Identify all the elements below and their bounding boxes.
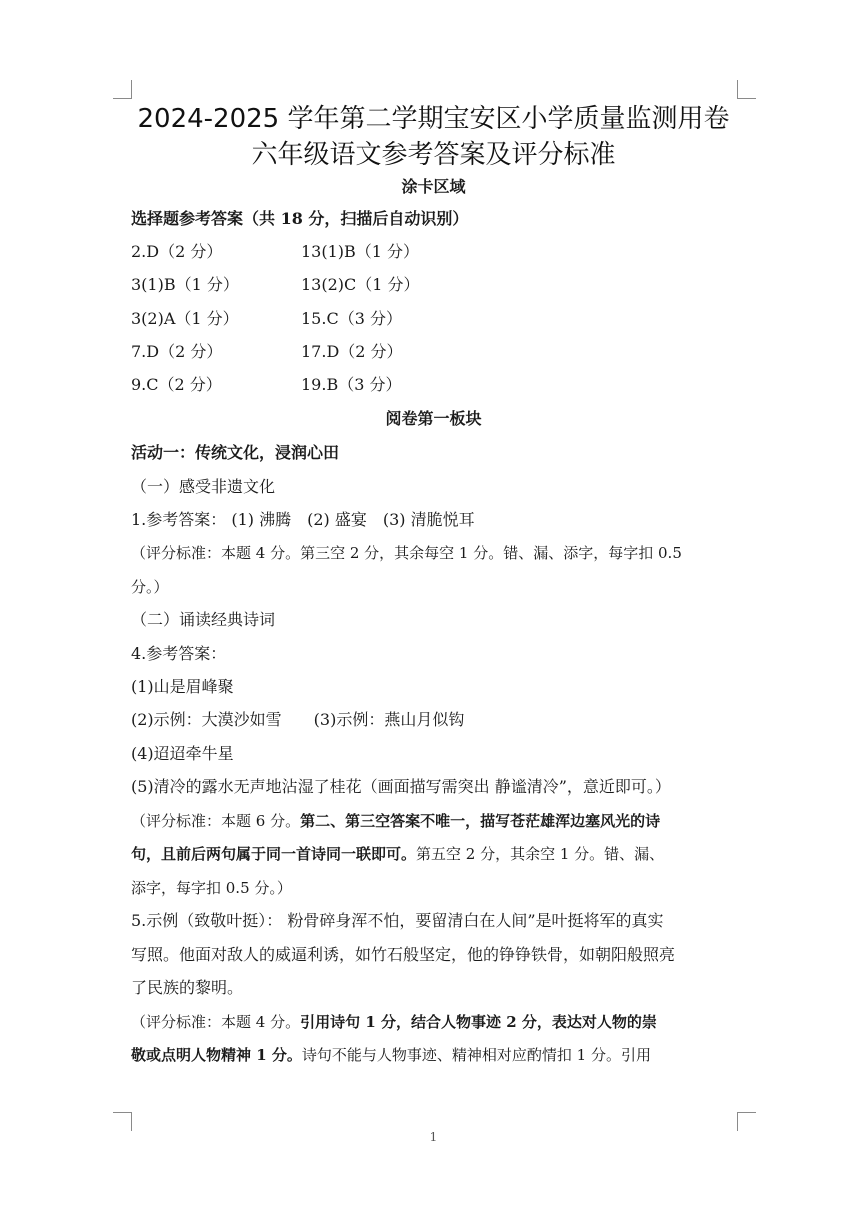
q4-standard-end: 添字，每字扣 0.5 分。） [131,879,292,897]
q5-standard-emphasis: 引用诗句 1 分，结合人物事迹 2 分，表达对人物的崇 [300,1013,657,1031]
q5-example-cont: 写照。他面对敌人的威逼利诱，如竹石般坚定，他的铮铮铁骨，如朝阳般照亮 [131,945,676,964]
mc-answer-left: 9.C（2 分） [131,375,222,394]
mc-answer-right: 13(1)B（1 分） [301,242,420,261]
q5-example: 5.示例（致敬叶挺）： 粉骨碎身浑不怕，要留清白在人间”是叶挺将军的真实 [131,911,664,930]
activity1-heading: 活动一：传统文化，浸润心田 [131,443,340,462]
q5-standard-text: 诗句不能与人物事迹、精神相对应酌情扣 1 分。引用 [301,1046,651,1064]
mc-answers-heading: 选择题参考答案（共 18 分，扫描后自动识别） [131,209,469,228]
q4-answer-2-3: (2)示例：大漠沙如雪 (3)示例：燕山月似钩 [131,710,465,729]
mc-answer-right: 13(2)C（1 分） [301,275,420,294]
mc-answer-left: 3(1)B（1 分） [131,275,239,294]
mc-answer-right: 15.C（3 分） [301,309,402,328]
q5-standard-emphasis: 敬或点明人物精神 1 分。 [131,1046,302,1064]
q4-standard-cont [131,843,664,865]
q4-answer-5: (5)清冷的露水无声地沾湿了桂花（画面描写需突出 静谧清冷”，意近即可。） [131,777,671,796]
q4-standard-text: 第五空 2 分，其余空 1 分。错、漏、 [416,845,665,863]
q1-standard: （评分标准：本题 4 分。第三空 2 分，其余每空 1 分。错、漏、添字，每字扣 0.5 [131,544,682,562]
mc-answer-row [131,274,420,296]
crop-mark-bottom-right [737,1112,756,1131]
mc-answer-right: 19.B（3 分） [301,375,402,394]
page-number: 1 [429,1130,438,1144]
mc-answer-row [131,341,403,363]
q4-answer-4: (4)迢迢牵牛星 [131,744,234,763]
crop-mark-top-left [113,80,132,99]
q5-standard-cont [131,1044,651,1066]
q4-standard-emphasis: 第二、第三空答案不唯一，描写苍茫雄浑边塞风光的诗 [300,812,661,830]
mc-answer-left: 3(2)A（1 分） [131,309,239,328]
q1-standard-cont: 分。） [131,578,169,596]
mc-answer-left: 2.D（2 分） [131,242,223,261]
part2-heading: （二）诵读经典诗词 [131,610,276,629]
mc-answer-right: 17.D（2 分） [301,342,403,361]
q5-standard [131,1011,657,1033]
section-yuejuan-heading: 阅卷第一板块 [385,409,482,428]
document-subtitle: 六年级语文参考答案及评分标准 [251,140,616,170]
part1-heading: （一）感受非遗文化 [131,477,276,496]
q4-standard-text: （评分标准：本题 6 分。 [131,812,301,830]
crop-mark-bottom-left [113,1112,132,1131]
q4-label: 4.参考答案： [131,644,227,663]
mc-answer-left: 7.D（2 分） [131,342,223,361]
q4-standard [131,810,660,832]
mc-answer-row [131,308,402,330]
document-title: 2024-2025 学年第二学期宝安区小学质量监测用卷 [137,104,730,134]
mc-answer-row [131,374,402,396]
q1-answer: 1.参考答案： (1) 沸腾 (2) 盛宴 (3) 清脆悦耳 [131,510,475,529]
q5-standard-text: （评分标准：本题 4 分。 [131,1013,301,1031]
section-tuka-heading: 涂卡区域 [401,177,466,196]
mc-answer-row [131,241,420,263]
q4-standard-emphasis: 句，且前后两句属于同一首诗同一联即可。 [131,845,417,863]
crop-mark-top-right [737,80,756,99]
q5-example-end: 了民族的黎明。 [131,978,244,997]
q4-answer-1: (1)山是眉峰聚 [131,677,234,696]
